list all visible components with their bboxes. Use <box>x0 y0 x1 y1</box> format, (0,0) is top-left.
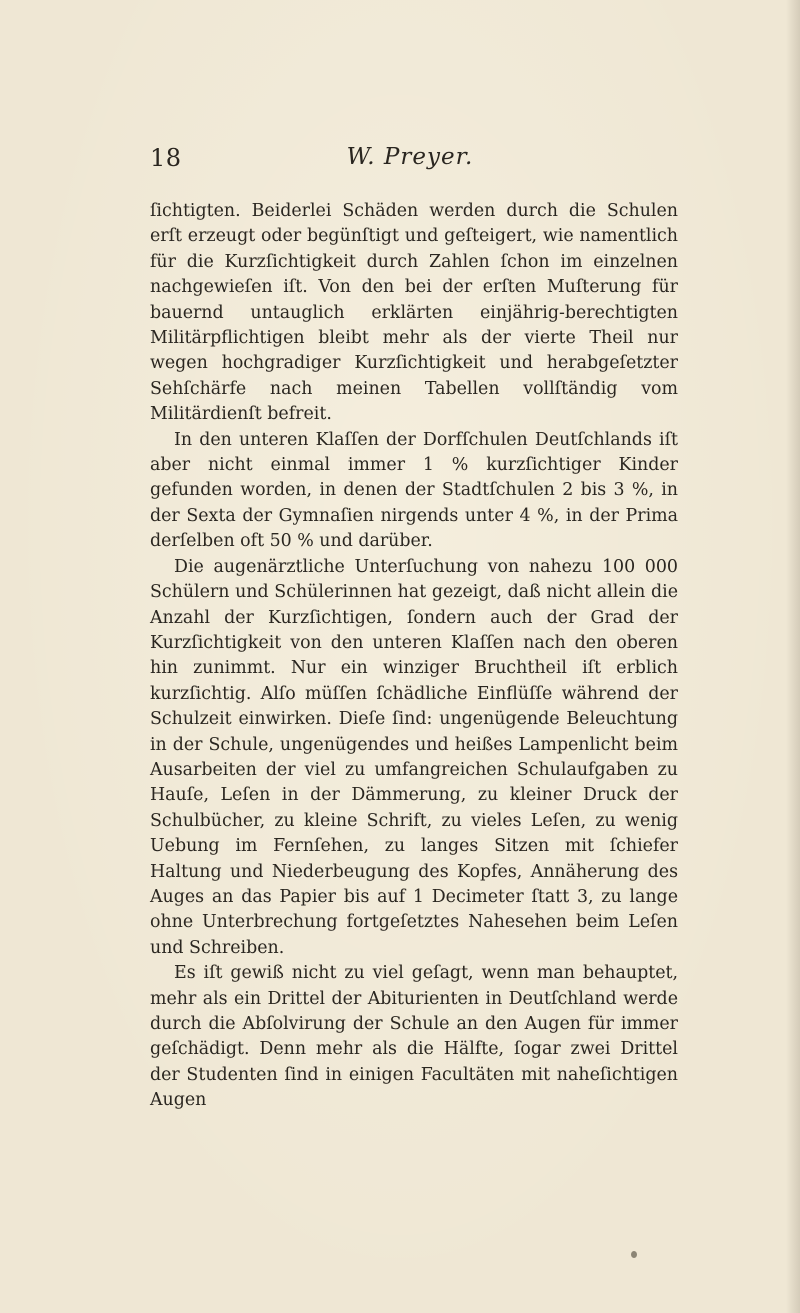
ink-speck <box>631 1251 637 1258</box>
running-head <box>150 144 670 174</box>
paragraph: Es iſt gewiß nicht zu viel geſagt, wenn man behauptet, mehr als ein Drittel der Abiturienten in Deutſchland werde durch die Abſolvirung der Schule an den Augen für immer geſchädigt. Denn mehr als die Hälfte, ſogar zwei Drittel der Studenten ſind in einigen Facultäten mit naheſichtigen Augen <box>150 963 678 1111</box>
paragraph: In den unteren Klaſſen der Dorfſchulen Deutſchlands iſt aber nicht einmal immer 1 % kurzſichtiger Kinder gefunden worden, in denen der Stadtſchulen 2 bis 3 %, in der Sexta der Gymnaſien nirgends unter 4 %, in der Prima derſelben oft 50 % und darüber. <box>150 429 678 552</box>
page-number: 18 <box>150 144 182 172</box>
page-edge-shadow <box>786 0 800 1313</box>
paragraph: Die augenärztliche Unterſuchung von nahezu 100 000 Schülern und Schülerinnen hat gezeigt, daß nicht allein die Anzahl der Kurzſichtigen, ſondern auch der Grad der Kurzſichtigkeit von den unteren Klaſſen nach den oberen hin zunimmt. Nur ein winziger Bruchtheil iſt erblich kurzſichtig. Alſo müſſen ſchädliche Einflüſſe während der Schulzeit einwirken. Dieſe ſind: ungenügende Beleuchtung in der Schule, ungenügendes und heißes Lampenlicht beim Ausarbeiten der viel zu umfangreichen Schulaufgaben zu Hauſe, Leſen in der Dämmerung, zu kleiner Druck der Schulbücher, zu kleine Schrift, zu vieles Leſen, zu wenig Uebung im Fernſehen, zu langes Sitzen mit ſchiefer Haltung und Niederbeugung des Kopfes, Annäherung des Auges an das Papier bis auf 1 Decimeter ſtatt 3, zu lange ohne Unterbrechung fortgeſetztes Nahesehen beim Leſen und Schreiben. <box>150 556 678 958</box>
running-title: W. Preyer. <box>346 144 474 170</box>
body-text <box>150 199 678 1114</box>
paragraph: ſichtigten. Beiderlei Schäden werden durch die Schulen erſt erzeugt oder begünſtigt und geſteigert, wie namentlich für die Kurzſichtigkeit durch Zahlen ſchon im einzelnen nachgewieſen iſt. Von den bei der erſten Muſterung für bauernd untauglich erklärten einjährig-berechtigten Militärpflichtigen bleibt mehr als der vierte Theil nur wegen hochgradiger Kurzſichtigkeit und herabgeſetzter Sehſchärfe nach meinen Tabellen vollſtändig vom Militärdienſt befreit. <box>150 201 678 425</box>
